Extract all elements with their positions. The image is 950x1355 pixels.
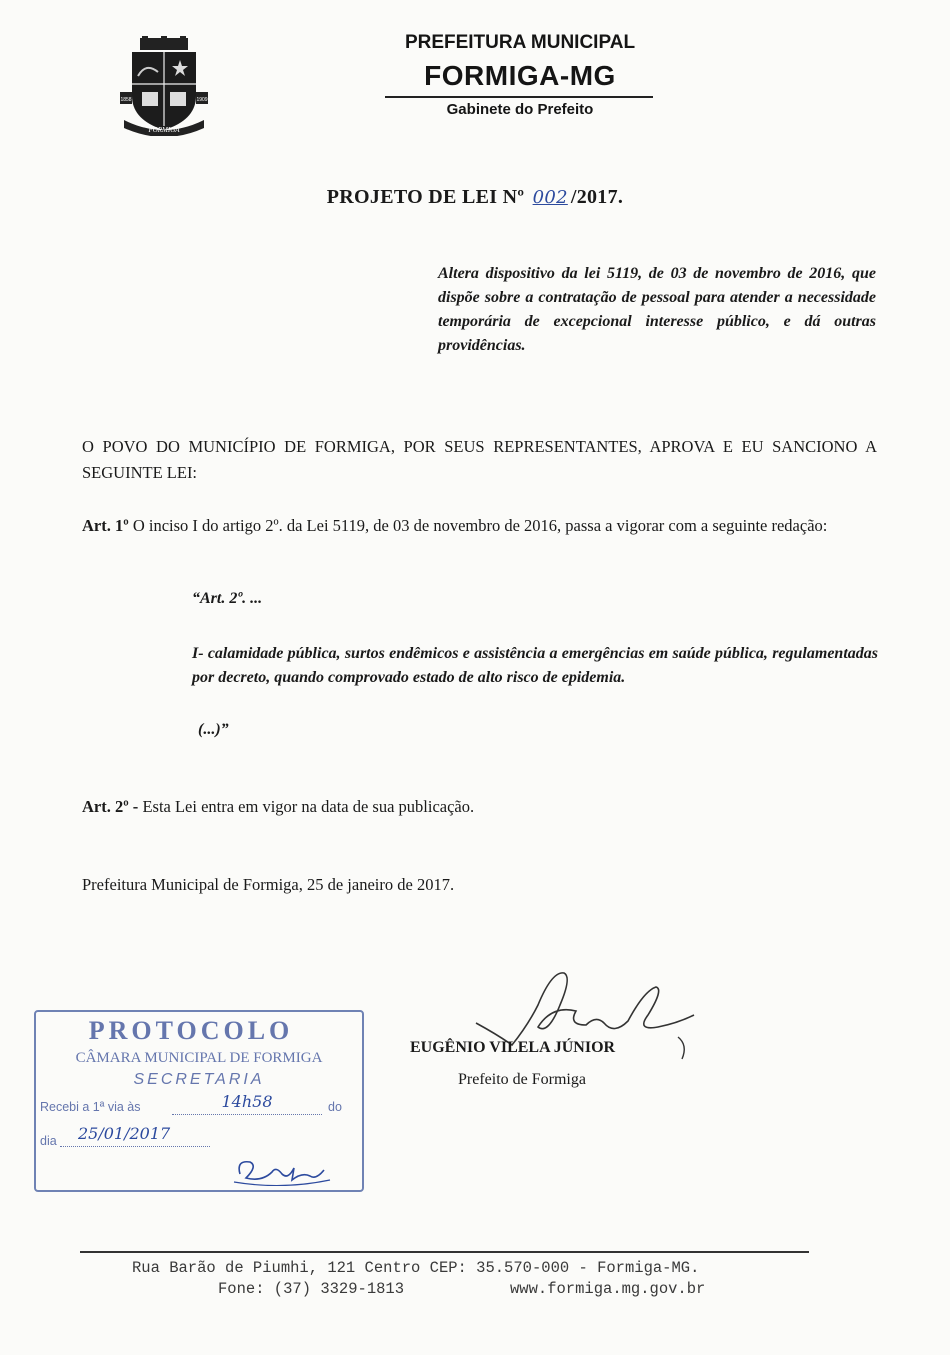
stamp-department: SECRETARIA bbox=[133, 1071, 265, 1088]
footer-rule bbox=[80, 1251, 809, 1253]
quoted-inciso: I- calamidade pública, surtos endêmicos e assistência a emergências em saúde pública, regulamentadas por decreto, quando comprovado estado de alto risco de epidemia. bbox=[192, 645, 878, 686]
footer-address: Rua Barão de Piumhi, 121 Centro CEP: 35.570-000 - Formiga-MG. bbox=[132, 1259, 700, 1277]
stamp-received-label: Recebi a 1ª via às bbox=[40, 1100, 141, 1114]
crest-banner-label: FORMIGA bbox=[148, 126, 180, 134]
article-1 bbox=[82, 513, 877, 539]
signatory-role: Prefeito de Formiga bbox=[458, 1071, 586, 1088]
stamp-do-label: do bbox=[328, 1100, 342, 1114]
article-1-text: O inciso I do artigo 2º. da Lei 5119, de 03 de novembro de 2016, passa a vigorar com a seguinte redação: bbox=[132, 516, 828, 535]
title-suffix: /2017. bbox=[570, 186, 624, 208]
stamp-organization: CÂMARA MUNICIPAL DE FORMIGA bbox=[75, 1050, 323, 1066]
footer-phone: Fone: (37) 3329-1813 bbox=[218, 1280, 405, 1298]
enacting-clause: O POVO DO MUNICÍPIO DE FORMIGA, POR SEUS REPRESENTANTES, APROVA E EU SANCIONO A SEGUINTE LEI: bbox=[82, 437, 877, 482]
article-2-text: Esta Lei entra em vigor na data de sua publicação. bbox=[142, 797, 475, 816]
header-underline bbox=[385, 96, 653, 98]
header-office: Gabinete do Prefeito bbox=[446, 101, 594, 118]
quoted-ellipsis: (...)” bbox=[198, 721, 229, 738]
stamp-title: PROTOCOLO bbox=[88, 1016, 294, 1045]
crest-year-right: 1909 bbox=[196, 97, 208, 103]
article-2-label: Art. 2º - bbox=[82, 797, 139, 816]
stamp-initials-signature bbox=[232, 1152, 332, 1186]
quoted-article-head: “Art. 2º. ... bbox=[192, 590, 263, 607]
municipal-crest-icon bbox=[118, 36, 210, 136]
footer-website[interactable]: www.formiga.mg.gov.br bbox=[510, 1280, 706, 1298]
article-1-label: Art. 1º bbox=[82, 516, 129, 535]
stamp-day-label: dia bbox=[40, 1134, 57, 1148]
article-2 bbox=[82, 797, 474, 817]
signatory-name: EUGÊNIO VILELA JÚNIOR bbox=[410, 1039, 616, 1056]
header-city-name: FORMIGA-MG bbox=[424, 60, 616, 91]
stamp-received-time: 14h58 bbox=[172, 1092, 322, 1115]
title-number: 002 bbox=[532, 187, 568, 208]
stamp-received-date bbox=[60, 1124, 210, 1147]
header-city-hall: PREFEITURA MUNICIPAL bbox=[404, 32, 636, 53]
bill-summary: Altera dispositivo da lei 5119, de 03 de novembro de 2016, que dispõe sobre a contratação de pessoal para atender a necessidade temporária de excepcional interesse público, e dá outras providências. bbox=[438, 265, 876, 354]
crest-year-left: 1858 bbox=[120, 97, 132, 103]
protocol-stamp bbox=[34, 1010, 364, 1192]
date-line: Prefeitura Municipal de Formiga, 25 de janeiro de 2017. bbox=[82, 875, 455, 894]
stamp-date-value: 25/01/2017 bbox=[78, 1124, 171, 1143]
document-title bbox=[0, 186, 950, 209]
title-prefix: PROJETO DE LEI Nº bbox=[326, 186, 525, 208]
